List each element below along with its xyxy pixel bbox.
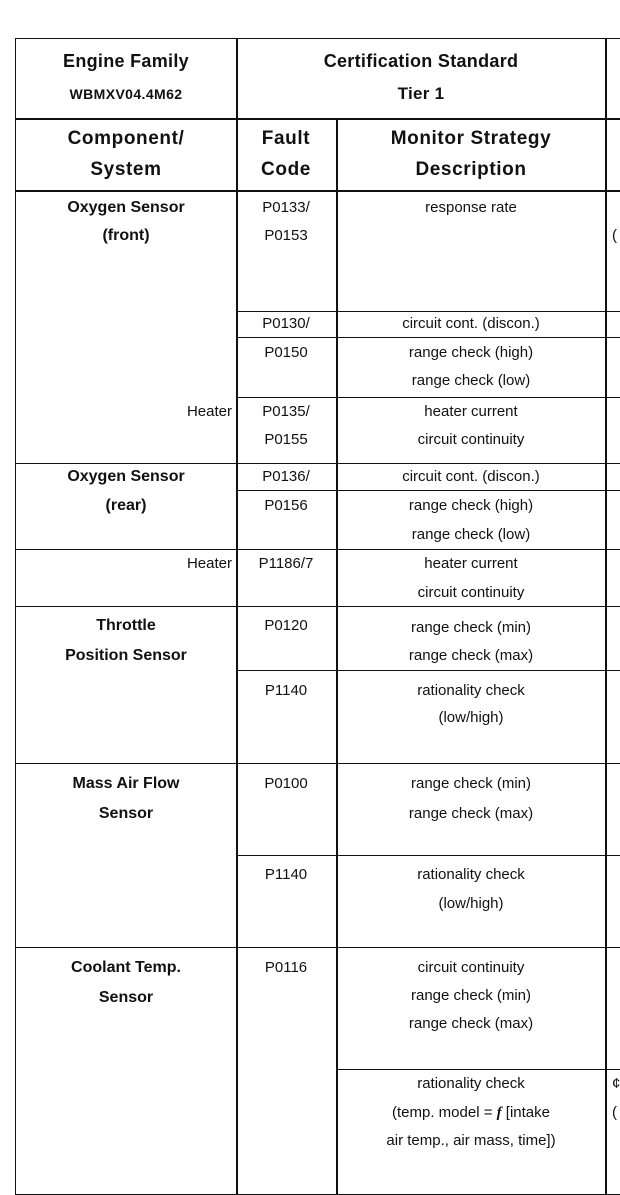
component-heater-rear: Heater: [186, 555, 232, 572]
row-line-k: [15, 947, 620, 948]
row-line-f: [15, 549, 620, 550]
code-p0136: P0136/: [262, 468, 310, 485]
strategy-maf-range-min: range check (min): [410, 775, 532, 792]
row-line-g: [15, 606, 620, 607]
engine-family-label: Engine Family: [63, 51, 189, 71]
strategy-circuit-continuity-rear: circuit continuity: [417, 584, 525, 601]
strategy-maf-range-max: range check (max): [408, 805, 534, 822]
col-divider-3: [605, 38, 607, 1195]
code-p0155: P0155: [264, 431, 308, 448]
component-o2-rear-1: Oxygen Sensor: [67, 468, 185, 485]
strategy-range-low-front: range check (low): [411, 372, 531, 389]
row-line-i: [15, 763, 620, 764]
component-o2-front-2: (front): [102, 227, 150, 244]
strategy-coolant-rationality: rationality check: [417, 1075, 525, 1092]
strategy-range-high-rear: range check (high): [408, 497, 534, 514]
row-line-colhead: [15, 190, 620, 192]
code-p1140-maf: P1140: [264, 866, 308, 883]
temp-model-function: f: [496, 1105, 502, 1121]
code-p0135: P0135/: [262, 403, 310, 420]
strategy-coolant-range-max: range check (max): [408, 1015, 534, 1032]
row-line-b: [236, 337, 620, 338]
strategy-tps-range-max: range check (max): [408, 647, 534, 664]
col-divider-2: [336, 119, 338, 1195]
strategy-circuit-continuity-front: circuit continuity: [417, 431, 525, 448]
col-header-component-1: Component/: [67, 128, 185, 149]
edge-mark-coolant-1: ¢: [612, 1075, 620, 1092]
edge-mark-front: (: [612, 227, 617, 244]
code-p0153: P0153: [264, 227, 308, 244]
strategy-tps-rationality: rationality check: [417, 682, 525, 699]
component-heater-front: Heater: [186, 403, 232, 420]
component-o2-front-1: Oxygen Sensor: [67, 199, 185, 216]
strategy-response-rate: response rate: [425, 199, 517, 216]
strategy-heater-current-front: heater current: [424, 403, 518, 420]
component-coolant-1: Coolant Temp.: [71, 959, 181, 976]
cert-standard-value: Tier 1: [397, 84, 445, 103]
component-tps-2: Position Sensor: [65, 647, 187, 664]
row-line-e: [236, 490, 620, 491]
temp-model-text-b: [intake: [501, 1104, 551, 1121]
row-line-j: [236, 855, 620, 856]
strategy-circuit-cont-rear: circuit cont. (discon.): [402, 468, 540, 485]
strategy-coolant-range-min: range check (min): [410, 987, 532, 1004]
col-header-fault-2: Code: [261, 159, 311, 180]
strategy-maf-rationality: rationality check: [417, 866, 525, 883]
code-p0100: P0100: [264, 775, 308, 792]
row-line-a: [236, 311, 620, 312]
component-maf-2: Sensor: [98, 805, 154, 822]
code-p0120: P0120: [264, 617, 308, 634]
col-header-fault-1: Fault: [261, 128, 311, 149]
code-p0150: P0150: [264, 344, 308, 361]
strategy-tps-low-high: (low/high): [438, 709, 504, 726]
cert-standard-label: Certification Standard: [323, 51, 519, 71]
col-header-component-2: System: [90, 159, 162, 180]
code-p1186-7: P1186/7: [258, 555, 314, 572]
strategy-circuit-cont-front: circuit cont. (discon.): [402, 315, 540, 332]
code-p0116: P0116: [264, 959, 308, 976]
strategy-coolant-circuit: circuit continuity: [417, 959, 525, 976]
strategy-coolant-temp-inputs: air temp., air mass, time]): [386, 1132, 556, 1149]
col-header-monitor-1: Monitor Strategy: [390, 128, 552, 149]
strategy-heater-current-rear: heater current: [424, 555, 518, 572]
strategy-coolant-temp-model: [392, 1105, 550, 1121]
strategy-range-high-front: range check (high): [408, 344, 534, 361]
component-o2-rear-2: (rear): [105, 497, 147, 514]
strategy-maf-low-high: (low/high): [438, 895, 504, 912]
code-p1140-tps: P1140: [264, 682, 308, 699]
row-line-header: [15, 118, 620, 120]
col-header-monitor-2: Description: [415, 159, 527, 180]
code-p0130: P0130/: [262, 315, 310, 332]
col-divider-1: [236, 38, 238, 1195]
row-line-d: [15, 463, 620, 464]
strategy-tps-range-min: range check (min): [410, 619, 532, 636]
engine-family-value: WBMXV04.4M62: [69, 86, 183, 102]
row-line-h: [236, 670, 620, 671]
temp-model-text-a: (temp. model =: [391, 1104, 497, 1121]
component-maf-1: Mass Air Flow: [72, 775, 180, 792]
strategy-range-low-rear: range check (low): [411, 526, 531, 543]
component-coolant-2: Sensor: [98, 989, 154, 1006]
code-p0156: P0156: [264, 497, 308, 514]
row-line-c: [236, 397, 620, 398]
code-p0133: P0133/: [262, 199, 310, 216]
edge-mark-coolant-2: (: [612, 1104, 617, 1121]
component-tps-1: Throttle: [96, 617, 156, 634]
row-line-l: [336, 1069, 620, 1070]
